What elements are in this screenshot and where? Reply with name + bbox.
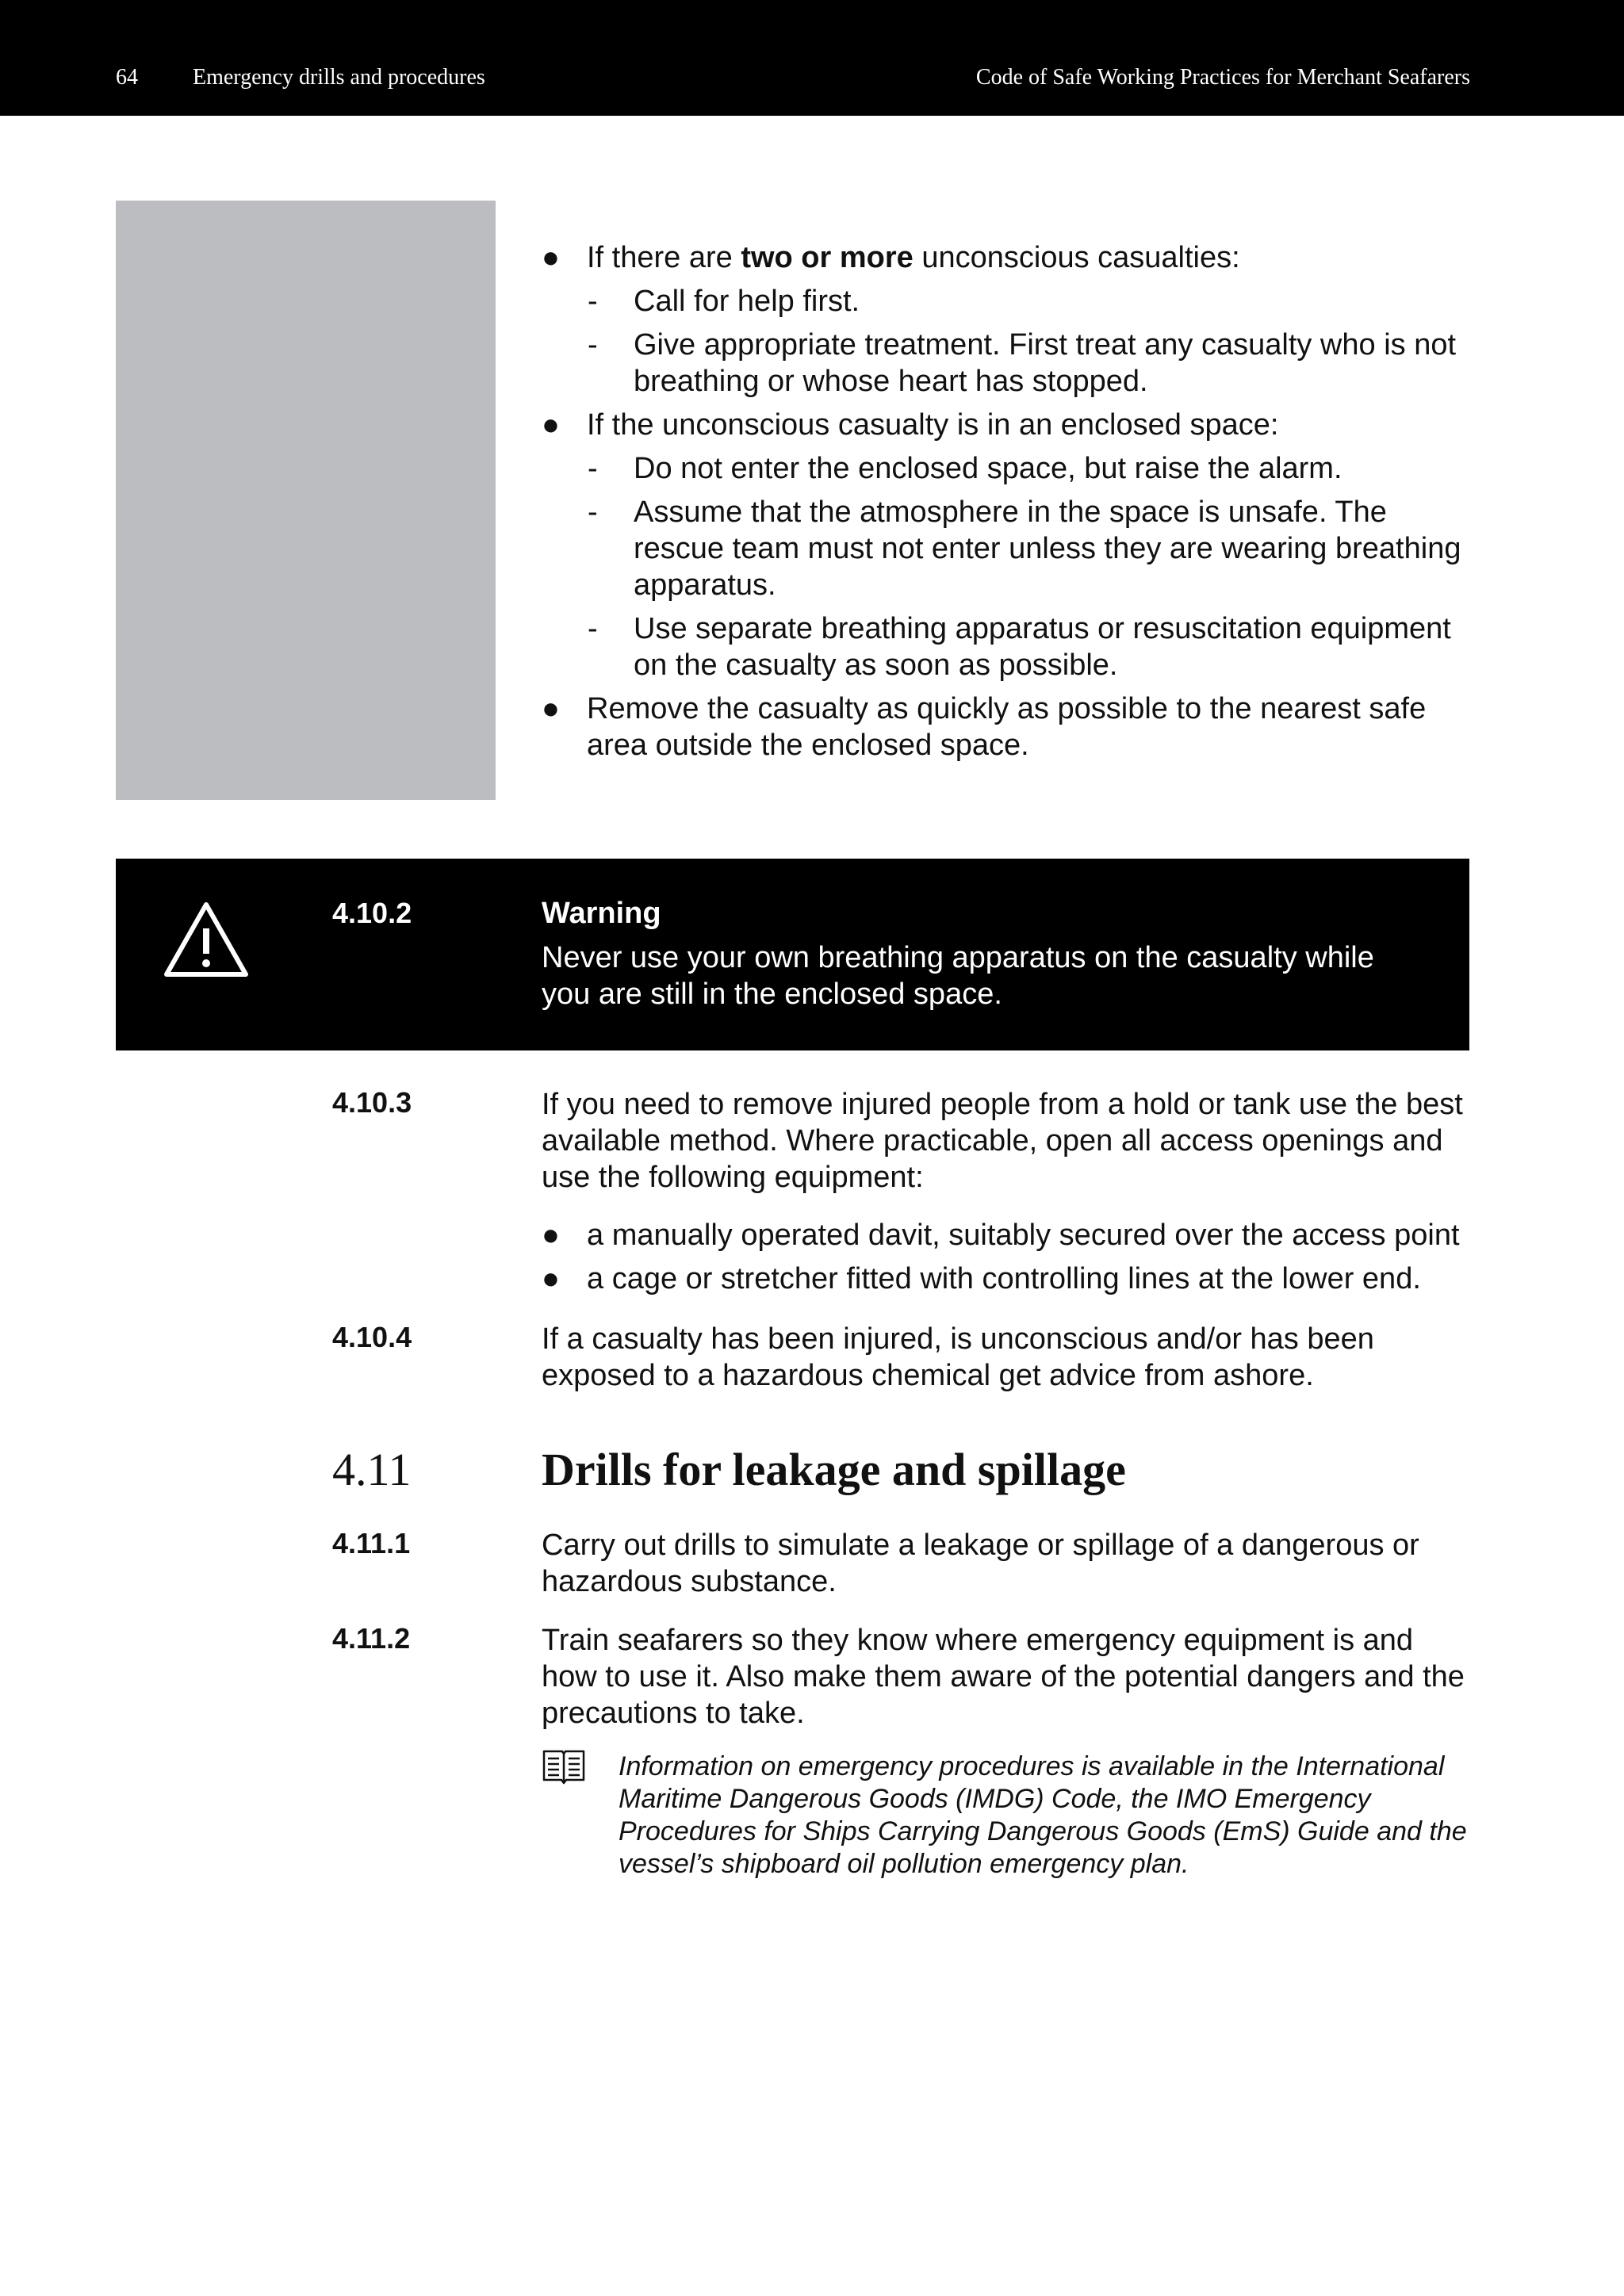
- clause-number: 4.10.4: [332, 1321, 412, 1353]
- list-item: ● If there are two or more unconscious casualties:: [542, 241, 1240, 274]
- clause-text: If you need to remove injured people from a hold or tank use the best available method. Where practicable, open all access openings and use the following equipment:: [542, 1088, 1463, 1194]
- page-header: [0, 0, 1624, 116]
- bullet: ●: [542, 241, 560, 274]
- bullet: ●: [542, 1219, 560, 1252]
- warning-triangle-icon: [162, 900, 251, 979]
- clause-number: 4.11.2: [332, 1622, 411, 1655]
- list-item: ● Remove the casualty as quickly as possible to the nearest safe area outside the enclosed space.: [542, 692, 1427, 762]
- section-title: Drills for leakage and spillage: [542, 1444, 1126, 1495]
- emphasis: two or more: [741, 241, 914, 274]
- book-title: Code of Safe Working Practices for Merchant Seafarers: [975, 65, 1470, 90]
- clause-text: If a casualty has been injured, is unconscious and/or has been exposed to a hazardous chemical get advice from ashore.: [542, 1322, 1374, 1392]
- list-item: ● a manually operated davit, suitably secured over the access point: [542, 1219, 1460, 1252]
- clause-text: Train seafarers so they know where emergency equipment is and how to use it. Also make them aware of the potential dangers and the precautions to take.: [542, 1624, 1465, 1730]
- sub-list-item: - Call for help first.: [588, 285, 860, 318]
- bullet: ●: [542, 1262, 560, 1295]
- sub-list-item: - Use separate breathing apparatus or resuscitation equipment on the casualty as soon as possible.: [588, 612, 1451, 682]
- list-item: ● a cage or stretcher fitted with controlling lines at the lower end.: [542, 1262, 1421, 1295]
- section-number: 4.11: [332, 1444, 412, 1495]
- clause-number: 4.11.1: [332, 1527, 411, 1559]
- warning-box: [116, 859, 1469, 1050]
- warning-text: Never use your own breathing apparatus on the casualty while you are still in the enclosed space.: [542, 941, 1374, 1011]
- reference-note: Information on emergency procedures is available in the International Maritime Dangerous Goods (IMDG) Code, the IMO Emergency Procedures for Ships Carrying Dangerous Goods (EmS) Guide and the vessel’s shipboard oil pollution emergency plan.: [619, 1751, 1467, 1879]
- book-icon: [542, 1748, 586, 1785]
- warning-number: 4.10.2: [332, 897, 412, 929]
- sub-list-item: - Give appropriate treatment. First treat any casualty who is not breathing or whose heart has stopped.: [588, 328, 1457, 398]
- list-item: ● If the unconscious casualty is in an enclosed space:: [542, 408, 1279, 442]
- sub-list-item: - Assume that the atmosphere in the space is unsafe. The rescue team must not enter unless they are wearing breathing apparatus.: [588, 496, 1461, 602]
- chapter-title: Emergency drills and procedures: [193, 65, 485, 90]
- clause-text: Carry out drills to simulate a leakage or spillage of a dangerous or hazardous substance.: [542, 1529, 1419, 1598]
- bullet: ●: [542, 692, 560, 725]
- margin-panel: [116, 201, 496, 800]
- equipment-list: [542, 1217, 1469, 1304]
- clause-number: 4.10.3: [332, 1086, 412, 1119]
- bullet: ●: [542, 408, 560, 442]
- casualty-list: [542, 239, 1469, 771]
- warning-title: Warning: [542, 897, 661, 930]
- sub-list-item: - Do not enter the enclosed space, but raise the alarm.: [588, 452, 1342, 485]
- page-number: 64: [116, 65, 138, 90]
